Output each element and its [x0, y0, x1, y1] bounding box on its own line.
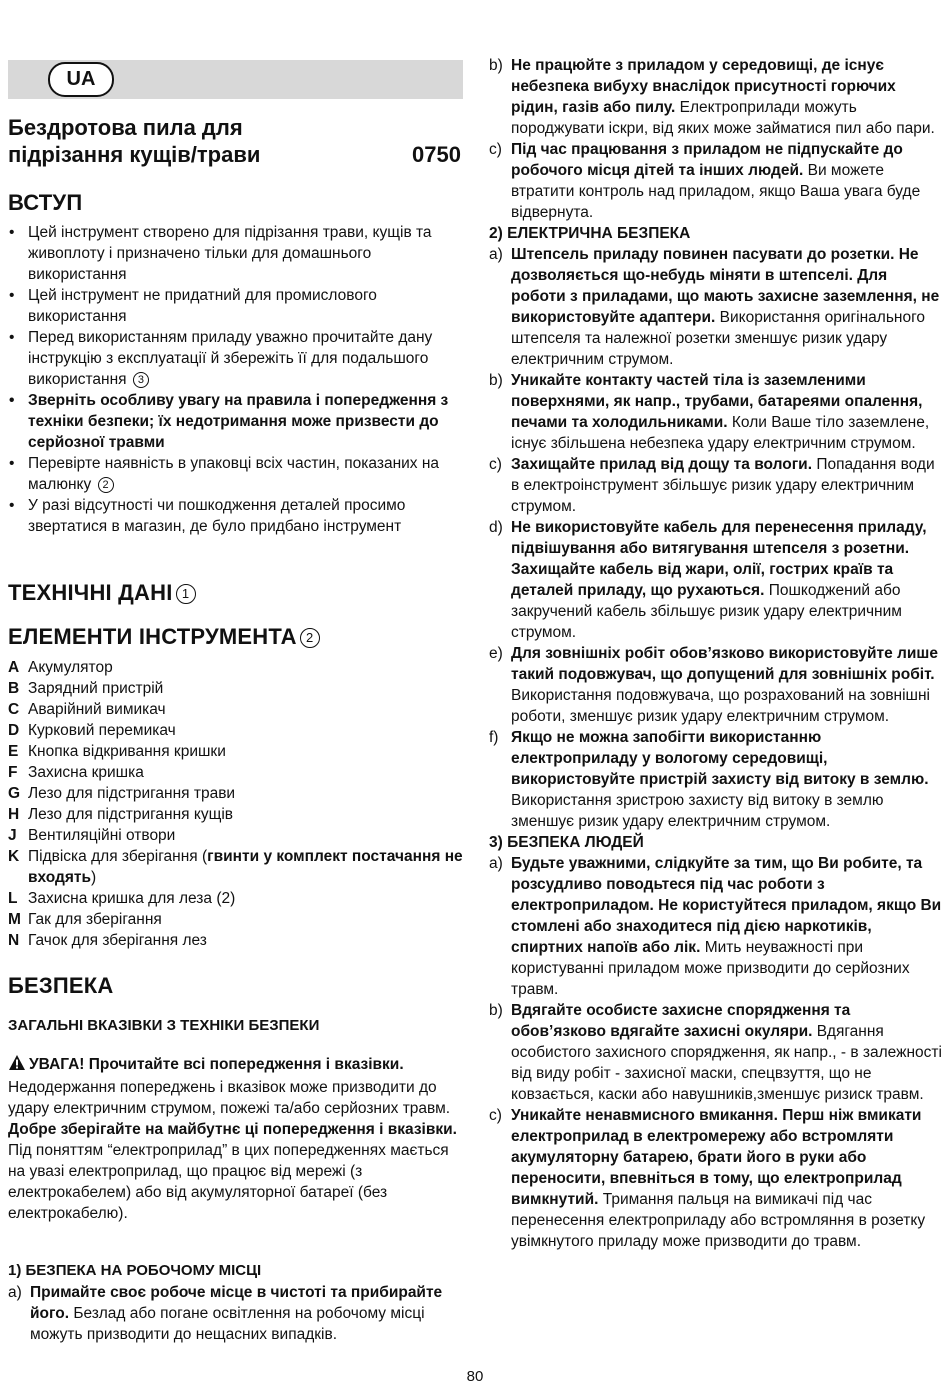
part-item — [8, 720, 463, 741]
language-bar — [8, 60, 463, 99]
item-text: Ви можете втратити контроль над приладом, якщо Ваша увага буде відвернута. — [511, 162, 921, 221]
part-label: Лезо для підстригання трави — [28, 785, 236, 802]
figure-ref-icon: 2 — [98, 477, 114, 493]
safety-item — [489, 517, 945, 643]
item-text: Використання зристрою захисту від витоку в землю зменшує ризик удару електричним струмом. — [511, 792, 884, 830]
item-text: Використання подовжувача, що розрахований на зовнішні роботи, зменшує ризик удару електричним струмом. — [511, 687, 930, 725]
item-bold-text: Уникайте ненавмисного вмикання. Перш ніж вмикати електроприлад в електромережу або встромляти акумуляторну батарею, брати його в руки або переносити, впевніться в тому, що електроприлад вимкнутий. — [511, 1107, 922, 1208]
warning-bold-2: Добре зберігайте на майбутнє ці попередження і вказівки. — [8, 1121, 457, 1138]
people-items — [489, 853, 945, 1252]
safety-item — [489, 643, 945, 727]
part-key: J — [8, 827, 17, 844]
intro-bullet-text: Перед використанням приладу уважно прочитайте дану інструкцію з експлуатації й збережіть її для подальшого використання — [28, 329, 433, 388]
part-item — [8, 783, 463, 804]
title-line-2: підрізання кущів/трави — [8, 142, 261, 167]
part-item — [8, 846, 463, 888]
general-safety-heading: ЗАГАЛЬНІ ВКАЗІВКИ З ТЕХНІКИ БЕЗПЕКИ — [8, 1017, 320, 1034]
intro-bullet-text: У разі відсутності чи пошкодження деталей просимо звертатися в магазин, де було придбано інструмент — [28, 497, 406, 535]
elements-heading-text: ЕЛЕМЕНТИ ІНСТРУМЕНТА — [8, 624, 297, 649]
part-item — [8, 930, 463, 951]
item-letter: b) — [489, 372, 503, 389]
item-letter: e) — [489, 645, 503, 662]
item-letter: a) — [489, 855, 503, 872]
item-letter: b) — [489, 57, 503, 74]
part-key: K — [8, 848, 20, 865]
safety-heading: БЕЗПЕКА — [8, 973, 114, 998]
safety-item — [489, 55, 945, 139]
item-text: Мить неуважності при користуванні приладом може призводити до серйозних травм. — [511, 939, 910, 998]
part-key: C — [8, 701, 20, 718]
part-label-end: ) — [91, 869, 97, 886]
item-bold-text: Уникайте контакту частей тіла із заземленими поверхнями, як напр., трубами, батареями опалення, печами та холодильниками. — [511, 372, 923, 431]
part-label: Лезо для підстригання кущів — [28, 806, 233, 823]
part-item — [8, 825, 463, 846]
safety-item — [489, 727, 945, 832]
warning-text-2: Під поняттям “електроприлад” в цих попередженнях мається на увазі електроприлад, що працює від мережі (з електрокабелем) або від акумуляторної батареї (без електрокабелю). — [8, 1142, 449, 1222]
part-label: Зарядний пристрій — [28, 680, 164, 697]
part-key: D — [8, 722, 20, 739]
tech-heading — [8, 579, 196, 607]
intro-heading: ВСТУП — [8, 190, 83, 215]
part-key: N — [8, 932, 20, 949]
item-bold-text: Штепсель приладу повинен пасувати до розетки. Не дозволяється що-небудь міняти в штепселі. Для роботи з приладами, що мають захисне заземлення, не використовуйте адаптери. — [511, 246, 940, 326]
intro-bullet — [8, 285, 463, 327]
item-letter: f) — [489, 729, 499, 746]
part-label: Курковий перемикач — [28, 722, 176, 739]
language-badge: UA — [48, 62, 114, 97]
part-label: Аварійний вимикач — [28, 701, 166, 718]
workplace-items-right — [489, 55, 945, 223]
part-label-bold: гвинти у комплект постачання не входять — [28, 848, 463, 886]
intro-bullet — [8, 495, 463, 537]
intro-bullet — [8, 327, 463, 390]
item-letter: b) — [489, 1002, 503, 1019]
intro-bullet — [8, 222, 463, 285]
part-label: Захисна кришка для леза (2) — [28, 890, 236, 907]
right-column — [489, 55, 945, 1252]
warning-title: УВАГА! Прочитайте всі попередження і вказівки. — [29, 1056, 404, 1073]
electrical-heading: 2) ЕЛЕКТРИЧНА БЕЗПЕКА — [489, 225, 691, 242]
part-label: Підвіска для зберігання ( — [28, 848, 208, 865]
item-text: Електроприлади можуть породжувати іскри, від яких може займатися пил або пари. — [511, 99, 935, 137]
item-letter: c) — [489, 456, 502, 473]
figure-ref-icon: 1 — [176, 584, 196, 604]
people-heading: 3) БЕЗПЕКА ЛЮДЕЙ — [489, 834, 644, 851]
safety-item — [489, 454, 945, 517]
part-item — [8, 909, 463, 930]
item-bold-text: Примайте своє робоче місце в чистоті та прибирайте його. — [30, 1284, 443, 1322]
part-item — [8, 741, 463, 762]
item-letter: d) — [489, 519, 503, 536]
item-bold-text: Під час працювання з приладом не підпускайте до робочого місця дітей та інших людей. — [511, 141, 903, 179]
title-line-1: Бездротова пила для — [8, 115, 243, 140]
part-key: B — [8, 680, 20, 697]
part-label: Гачок для зберігання лез — [28, 932, 207, 949]
safety-item — [489, 244, 945, 370]
document-title — [8, 114, 463, 168]
intro-bullet-text: Зверніть особливу увагу на правила і попередження з техніки безпеки; їх недотримання може призвести до серйозної травми — [28, 392, 449, 451]
product-code: 0750 — [412, 142, 461, 167]
part-item — [8, 678, 463, 699]
safety-item — [489, 1000, 945, 1105]
safety-item — [489, 853, 945, 1000]
part-label: Акумулятор — [28, 659, 113, 676]
item-text: Безлад або погане освітлення на робочому місці можуть призводити до нещасних випадків. — [30, 1305, 425, 1343]
item-text: Попадання води в електроінструмент збільшує ризик удару електричним струмом. — [511, 456, 935, 515]
item-text: Коли Ваше тіло заземлене, існує збільшена небезпека удару електричним струмом. — [511, 414, 930, 452]
warning-text-1: Недодержання попереджень і вказівок може призводити до удару електричним струмом, пожежі та/або серйозних травм. — [8, 1079, 451, 1117]
item-bold-text: Будьте уважними, слідкуйте за тим, що Ви робите, та розсудливо поводьтеся під час роботи з електроприладом. Не користуйтеся приладом, якщо Ви стомлені або знаходитеся під дією наркотиків, спиртних напоїв або лік. — [511, 855, 942, 956]
item-text: Вдягання особистого захисного спорядження, як напр., - в залежності від виду робіт - захисної маски, спецвзуття, що не ковзається, каски або навушників,зменшує ризиск травм. — [511, 1023, 942, 1103]
part-label: Кнопка відкривання кришки — [28, 743, 226, 760]
item-bold-text: Захищайте прилад від дощу та вологи. — [511, 456, 813, 473]
parts-list — [8, 657, 463, 951]
item-letter: c) — [489, 141, 502, 158]
warning-icon — [8, 1054, 26, 1077]
item-bold-text: Якщо не можна запобігти використанню електроприладу у вологому середовищі, використовуйте пристрій захисту від витоку в землю. — [511, 729, 929, 788]
part-key: A — [8, 659, 20, 676]
intro-bullet-text: Цей інструмент створено для підрізання трави, кущів та живоплоту і призначено тільки для домашнього використання — [28, 224, 432, 283]
part-item — [8, 657, 463, 678]
elements-heading — [8, 623, 320, 651]
workplace-items-left — [8, 1282, 463, 1345]
electrical-items — [489, 244, 945, 832]
part-key: M — [8, 911, 21, 928]
item-bold-text: Для зовнішніх робіт обов’язково використовуйте лише такий подовжувач, що допущений для зовнішніх робіт. — [511, 645, 938, 683]
part-key: E — [8, 743, 19, 760]
part-item — [8, 699, 463, 720]
item-text: Пошкоджений або закручений кабель збільшує ризик удару електричним струмом. — [511, 582, 902, 641]
part-key: H — [8, 806, 20, 823]
safety-item — [489, 370, 945, 454]
warning-block — [8, 1054, 463, 1224]
part-item — [8, 762, 463, 783]
part-label: Гак для зберігання — [28, 911, 162, 928]
safety-item — [8, 1282, 463, 1345]
intro-bullet — [8, 390, 463, 453]
part-label: Захисна кришка — [28, 764, 144, 781]
figure-ref-icon: 2 — [300, 628, 320, 648]
intro-bullet — [8, 453, 463, 495]
part-key: G — [8, 785, 21, 802]
workplace-heading: 1) БЕЗПЕКА НА РОБОЧОМУ МІСЦІ — [8, 1262, 262, 1279]
part-label: Вентиляційні отвори — [28, 827, 176, 844]
item-bold-text: Вдягайте особисте захисне спорядження та обов’язково вдягайте захисні окуляри. — [511, 1002, 851, 1040]
item-text: Тримання пальця на вимикачі під час перенесення електроприладу або встромляння в розетку увімкнутого приладу може призводити до травм. — [511, 1191, 926, 1250]
part-key: L — [8, 890, 18, 907]
item-bold-text: Не використовуйте кабель для перенесення приладу, підвішування або витягування штепселя з розетни. Захищайте кабель від жари, олії, гострих країв та деталей приладу, що рухаються. — [511, 519, 927, 599]
part-item — [8, 888, 463, 909]
intro-bullet-text: Цей інструмент не придатний для промислового використання — [28, 287, 377, 325]
page-number: 80 — [466, 1368, 484, 1385]
intro-bullets — [8, 222, 463, 537]
item-text: Використання оригінального штепселя та належної розетки зменшує ризик удару електричним струмом. — [511, 309, 926, 368]
item-letter: c) — [489, 1107, 502, 1124]
figure-ref-icon: 3 — [133, 372, 149, 388]
part-item — [8, 804, 463, 825]
part-key: F — [8, 764, 18, 781]
safety-item — [489, 139, 945, 223]
item-letter: a) — [8, 1284, 22, 1301]
tech-heading-text: ТЕХНІЧНІ ДАНІ — [8, 580, 173, 605]
item-bold-text: Не працюйте з приладом у середовищі, де існує небезпека вибуху внаслідок присутності горючих рідин, газів або пилу. — [511, 57, 896, 116]
intro-bullet-text: Перевірте наявність в упаковці всіх частин, показаних на малюнку — [28, 455, 440, 493]
safety-item — [489, 1105, 945, 1252]
item-letter: a) — [489, 246, 503, 263]
